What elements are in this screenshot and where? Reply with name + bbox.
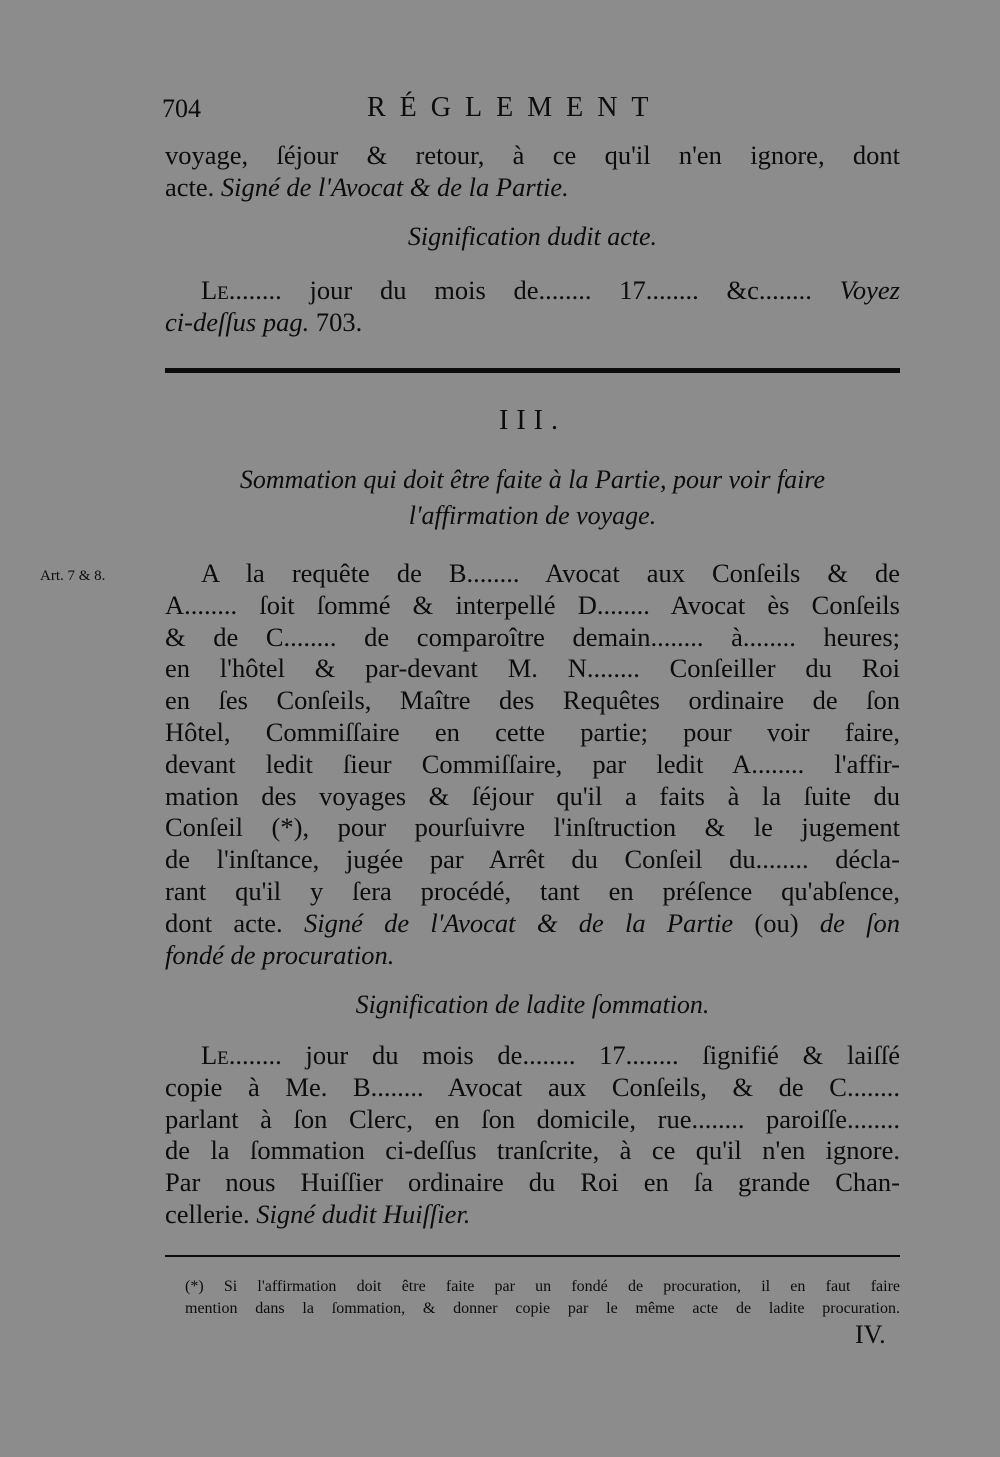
page-header — [162, 92, 902, 132]
text-line: en ſes Conſeils, Maître des Requêtes ordinaire de ſon — [165, 685, 900, 716]
text-line: Conſeil (*), pour pourſuivre l'inſtruction & le jugement — [165, 812, 900, 843]
text-line: de la ſommation ci-deſſus tranſcrite, à ce qu'il n'en ignore. — [165, 1135, 900, 1166]
text-fragment: ........ jour du mois de........ 17........ &c........ — [228, 275, 812, 305]
signification-paragraph — [165, 275, 900, 339]
margin-note: Art. 7 & 8. — [40, 568, 106, 584]
text-line — [165, 908, 900, 940]
section-heading — [165, 462, 900, 534]
text-fragment: cellerie. — [165, 1198, 250, 1229]
text-line: Hôtel, Commiſſaire en cette partie; pour voir faire, — [165, 716, 900, 747]
footnote-rule — [165, 1255, 900, 1257]
text-line: & de C........ de comparoître demain........ à........ heures; — [165, 621, 900, 652]
text-line — [165, 1040, 900, 1072]
text-fragment: acte. — [165, 171, 215, 202]
text-line: A la requête de B........ Avocat aux Conſeils & de — [201, 558, 900, 588]
text-line: de l'inſtance, jugée par Arrêt du Conſeil du........ décla- — [165, 844, 900, 875]
running-title: RÉGLEMENT — [367, 92, 663, 123]
text-line: fondé de procuration. — [165, 939, 395, 970]
catchword: IV. — [855, 1320, 886, 1349]
signification-paragraph — [165, 1040, 900, 1231]
footnote-line: mention dans la ſommation, & donner copie par le même acte de ladite procuration. — [185, 1300, 900, 1317]
signification-heading: Signification dudit acte. — [407, 222, 658, 251]
footnote-line: (*) Si l'affirmation doit être faite par un fondé de procuration, il en faut faire — [185, 1278, 900, 1295]
text-line: voyage, ſéjour & retour, à ce qu'il n'en ignore, dont — [165, 140, 900, 170]
text-fragment: de ſon — [819, 907, 901, 938]
text-fragment: Le — [201, 275, 229, 305]
text-line: devant ledit ſieur Commiſſaire, par ledit A........ l'affir- — [165, 748, 900, 779]
section-number: III. — [499, 405, 566, 436]
heading-line: Sommation qui doit être faite à la Partie, pour voir faire — [239, 465, 826, 494]
text-line: rant qu'il y ſera procédé, tant en préſence qu'abſence, — [165, 875, 900, 906]
text-line — [165, 307, 900, 339]
text-line: en l'hôtel & par-devant M. N........ Conſeiller du Roi — [165, 653, 900, 684]
text-line: copie à Me. B........ Avocat aux Conſeils, & de C........ — [165, 1071, 900, 1102]
text-fragment: 703. — [315, 306, 363, 337]
text-line — [165, 172, 900, 204]
heading-line: l'affirmation de voyage. — [408, 501, 657, 530]
signature-text: Signé dudit Huiſſier. — [256, 1198, 471, 1229]
text-line — [165, 275, 900, 307]
main-paragraph — [165, 558, 900, 971]
text-fragment: ci-deſſus pag. — [165, 306, 310, 337]
text-fragment: dont acte. — [165, 907, 283, 938]
signification-heading: Signification de ladite ſommation. — [355, 990, 710, 1019]
text-fragment: Voyez — [839, 275, 900, 305]
page-number: 704 — [162, 94, 201, 123]
text-line: mation des voyages & ſéjour qu'il a faits à la ſuite du — [165, 780, 900, 811]
signature-text: Signé de l'Avocat & de la Partie. — [220, 171, 569, 202]
text-line — [165, 1199, 900, 1231]
top-paragraph — [165, 140, 900, 204]
text-line: Par nous Huiſſier ordinaire du Roi en ſa grande Chan- — [165, 1167, 900, 1198]
text-line: parlant à ſon Clerc, en ſon domicile, rue........ paroiſſe........ — [165, 1103, 900, 1134]
text-fragment: (ou) — [754, 907, 799, 938]
section-divider — [165, 368, 900, 373]
footnote — [185, 1276, 900, 1320]
signature-text: Signé de l'Avocat & de la Partie — [303, 907, 734, 938]
text-line: A........ ſoit ſommé & interpellé D........ Avocat ès Conſeils — [165, 589, 900, 620]
text-fragment: ........ jour du mois de........ 17........ ſignifié & laiſſé — [228, 1040, 900, 1070]
text-fragment: Le — [201, 1040, 229, 1070]
